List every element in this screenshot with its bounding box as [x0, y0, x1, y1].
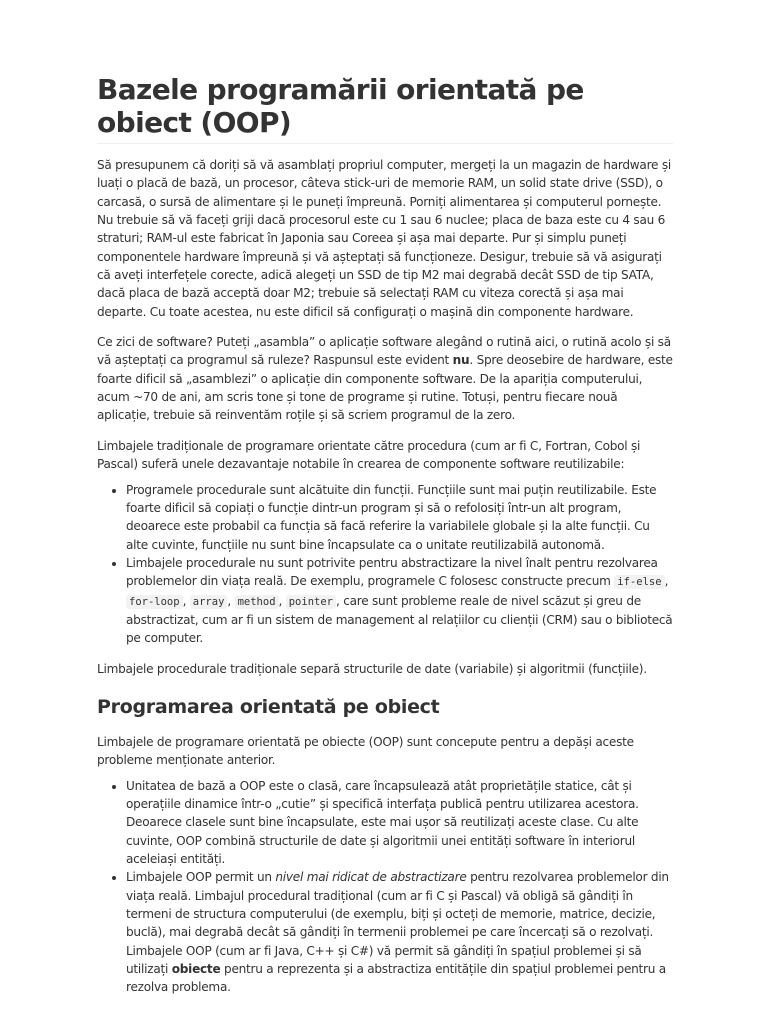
problems-list — [97, 481, 673, 648]
separator: , — [278, 593, 286, 608]
section-heading: Programarea orientată pe obiect — [97, 695, 440, 718]
code-if-else: if-else — [614, 575, 664, 589]
oop-list — [97, 777, 673, 997]
list-item: • Unitatea de bază a OOP este o clasă, care încapsulează atât proprietățile statice, cât și operațiile dinamice într-o „cutie” și specifică interfața publică pentru utilizarea acestora. Deoarece clasele sunt bine încapsulate, este mai ușor să reutilizați aceste clase. Cu alte cuvinte, OOP combină structurile de date și algoritmii unei entități software în interiorul aceleiași entități. — [126, 777, 673, 869]
text-run: Limbajele procedurale nu sunt potrivite pentru abstractizare la nivel înalt pentru rezolvarea problemelor din viața reală. De exemplu, programele C folosesc constructe precum — [126, 555, 658, 589]
list-item — [126, 554, 673, 648]
list-item — [126, 868, 673, 996]
text-run: Limbajele OOP permit un — [126, 870, 276, 885]
intro-paragraph-software — [97, 333, 673, 425]
intro-paragraph-procedural: Limbajele tradiționale de programare orientate către procedura (cum ar fi C, Fortran, Cobol și Pascal) suferă unele dezavantaje notabile în crearea de componente software reutilizabile: — [97, 438, 641, 472]
summary-paragraph: Limbajele procedurale tradiționale separă structurile de date (variabile) și algoritmii (funcțiile). — [97, 661, 647, 676]
bold-answer: nu — [452, 353, 470, 368]
text-run: Ce zici de software? Puteți „asambla” o aplicație software alegând o rutină aici, o rutină acolo și să vă așteptați ca programul să ruleze? Raspunsul este evident — [97, 335, 671, 368]
code-pointer: pointer — [286, 595, 336, 609]
text-run: . Spre deosebire de hardware, este foarte dificil să „asamblezi” o aplicație din componente software. De la apariția computerului, acum ~70 de ani, am scris tone și tone de programe și rutine. Totuși, pentru fiecare nouă aplicație, trebuie să reinventăm roțile și să scriem programul de la zero. — [97, 353, 673, 423]
list-item: • Programele procedurale sunt alcătuite din funcții. Funcțiile sunt mai puțin reutilizabile. Este foarte dificil să copiați o funcție dintr-un program și să o refolosiți într-un alt program, deoarece este probabil ca funcția să facă referire la variabilele globale și la alte funcții. Cu alte cuvinte, funcțiile nu sunt bine încapsulate ca o unitate reutilizabilă autonomă. — [126, 481, 673, 554]
code-for-loop: for-loop — [126, 595, 183, 609]
code-array: array — [190, 595, 228, 609]
page-title: Bazele programării orientată pe obiect (OOP) — [97, 73, 673, 144]
text-run: pentru rezolvarea problemelor din viața reală. Limbajul procedural tradițional (cum ar fi C și Pascal) vă obligă să gândiți în termeni de structura computerului (de exemplu, biți și octeți de memorie, matrice, decizie, buclă), mai degrabă decât să gândiți în termenii problemei pe care încercați să o rezolvați. Limbajele OOP (cum ar fi Java, C++ și C#) vă permit să gândiți în spațiul problemei și să utilizați — [126, 870, 669, 977]
bold-objects: obiecte — [171, 962, 221, 977]
code-method: method — [235, 595, 279, 609]
separator: , — [664, 574, 669, 589]
document-page — [97, 0, 673, 997]
separator: , — [227, 593, 235, 608]
text-run: pentru a reprezenta și a abstractiza entitățile din spațiul problemei pentru a rezolva problema. — [126, 962, 666, 995]
separator: , — [182, 593, 190, 608]
oop-intro-paragraph: Limbajele de programare orientată pe obiecte (OOP) sunt concepute pentru a depăși aceste probleme menționate anterior. — [97, 734, 634, 768]
emphasis-text: nivel mai ridicat de abstractizare — [275, 870, 467, 885]
intro-paragraph-hardware: Să presupunem că doriți să vă asamblați propriul computer, mergeți la un magazin de hardware și luați o placă de bază, un procesor, câteva stick-uri de memorie RAM, un solid state drive (SSD), o carcasă, o sursă de alimentare și le puneți împreună. Porniți alimentarea și computerul pornește. Nu trebuie să vă faceți griji dacă procesorul este cu 1 sau 6 nuclee; placa de baza este cu 4 sau 6 straturi; RAM-ul este fabricat în Japonia sau Coreea și așa mai departe. Pur și simplu puneți componentele hardware împreună și vă așteptați să funcționeze. Desigur, trebuie să vă asigurați că aveți interfețele corecte, adică alegeți un SSD de tip M2 mai degrabă decât SSD de tip SATA, dacă placa de bază acceptă doar M2; trebuie să selectați RAM cu viteza corectă și așa mai departe. Cu toate acestea, nu este dificil să configurați o mașină din componente hardware. — [97, 158, 671, 319]
text-run: , care sunt probleme reale de nivel scăzut și greu de abstractizat, cum ar fi un sistem de management al relațiilor cu clienții (CRM) sau o bibliotecă pe computer. — [126, 593, 673, 646]
